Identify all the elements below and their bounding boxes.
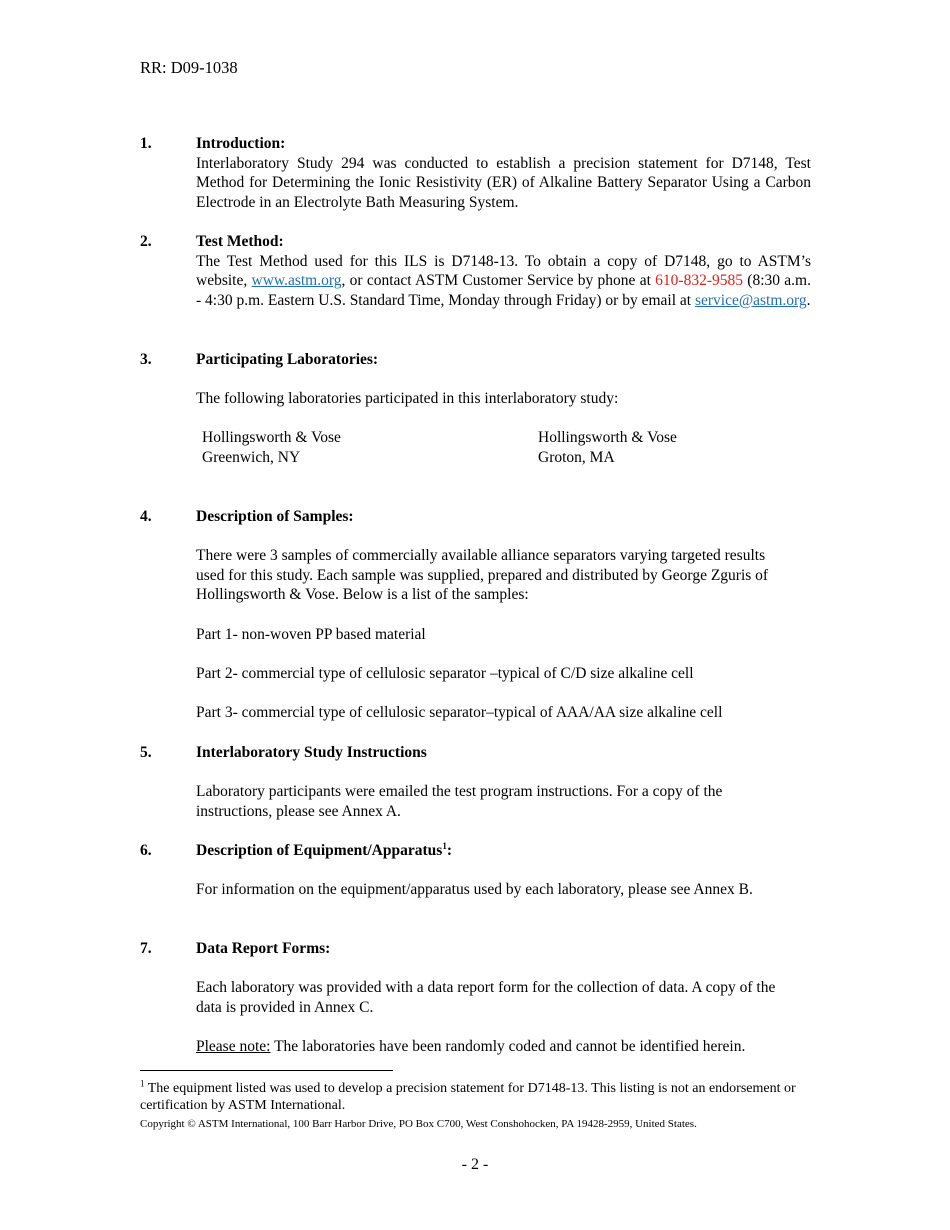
section-1-title: Introduction:: [196, 135, 286, 152]
section-2-title: Test Method:: [196, 233, 284, 250]
section-3-number: 3.: [140, 351, 152, 368]
lab-entry: [202, 428, 341, 467]
sample-part-3: Part 3- commercial type of cellulosic separator–typical of AAA/AA size alkaline cell: [196, 704, 723, 721]
section-2: [196, 232, 811, 310]
section-7-note: [196, 1037, 811, 1057]
section-1-body: Interlaboratory Study 294 was conducted to establish a precision statement for D7148, Test Method for Determining the Ionic Resistivity (ER) of Alkaline Battery Separator Using a Carbon Electrode in an Electrolyte Bath Measuring System.: [196, 154, 811, 211]
lab-name: Hollingsworth & Vose: [538, 429, 677, 446]
lab-name: Hollingsworth & Vose: [202, 429, 341, 446]
section-4-body: There were 3 samples of commercially available alliance separators varying targeted results used for this study. Each sample was supplied, prepared and distributed by George Zguris of Hollingsworth & Vose. Below is a list of the samples:: [196, 547, 769, 604]
section-2-body-part-a: The Test Method used for this ILS is D7148-13. To obtain a copy of D7148, go to ASTM’s website,: [196, 252, 811, 290]
section-3-intro: The following laboratories participated in this interlaboratory study:: [196, 390, 619, 407]
section-6-number: 6.: [140, 842, 152, 859]
footnote-text: The equipment listed was used to develop a precision statement for D7148-13. This listing is not an endorsement or certification by ASTM International.: [140, 1081, 796, 1113]
section-5-body: Laboratory participants were emailed the test program instructions. For a copy of the instructions, please see Annex A.: [196, 783, 723, 820]
copyright-line: Copyright © ASTM International, 100 Barr Harbor Drive, PO Box C700, West Conshohocken, PA 19428-2959, United States.: [140, 1118, 697, 1130]
section-2-number: 2.: [140, 233, 152, 250]
astm-website-link[interactable]: www.astm.org: [251, 272, 342, 290]
lab-location: Greenwich, NY: [202, 448, 301, 466]
section-6-body: For information on the equipment/apparatus used by each laboratory, please see Annex B.: [196, 881, 753, 898]
page-number: - 2 -: [461, 1156, 489, 1173]
note-text: The laboratories have been randomly coded and cannot be identified herein.: [270, 1038, 746, 1055]
section-2-body-part-c: (8:30 a.m. - 4:30 p.m. Eastern U.S. Standard Time, Monday through Friday) or by email at: [196, 272, 811, 309]
section-2-body-part-d: .: [806, 291, 811, 309]
section-2-body: [196, 252, 811, 311]
section-4-title: Description of Samples:: [196, 508, 354, 525]
section-7-body: Each laboratory was provided with a data report form for the collection of data. A copy of the data is provided in Annex C.: [196, 979, 776, 1016]
report-id: RR: D09-1038: [140, 58, 238, 77]
note-label: Please note:: [196, 1038, 271, 1055]
section-7-title: Data Report Forms:: [196, 940, 331, 957]
footnote-marker: 1: [140, 1078, 145, 1089]
footnote: [140, 1080, 820, 1114]
sample-part-2: Part 2- commercial type of cellulosic separator –typical of C/D size alkaline cell: [196, 665, 694, 682]
section-1-number: 1.: [140, 135, 152, 152]
section-4-number: 4.: [140, 508, 152, 525]
footnote-ref[interactable]: 1: [442, 840, 447, 851]
section-5-number: 5.: [140, 744, 152, 761]
section-1: [196, 134, 811, 212]
service-email-link[interactable]: service@astm.org: [694, 291, 807, 309]
section-7-number: 7.: [140, 940, 152, 957]
section-3-title: Participating Laboratories:: [196, 351, 379, 368]
section-2-body-part-b: , or contact ASTM Customer Service by phone at: [341, 272, 656, 290]
lab-location: Groton, MA: [538, 448, 615, 466]
sample-part-1: Part 1- non-woven PP based material: [196, 626, 426, 643]
lab-entry: [538, 428, 677, 467]
section-6-title: Description of Equipment/Apparatus$^1$:: [196, 840, 452, 859]
phone-number: 610-832-9585: [655, 272, 743, 290]
section-5-title: Interlaboratory Study Instructions: [196, 744, 427, 761]
footnote-divider: [140, 1070, 393, 1071]
